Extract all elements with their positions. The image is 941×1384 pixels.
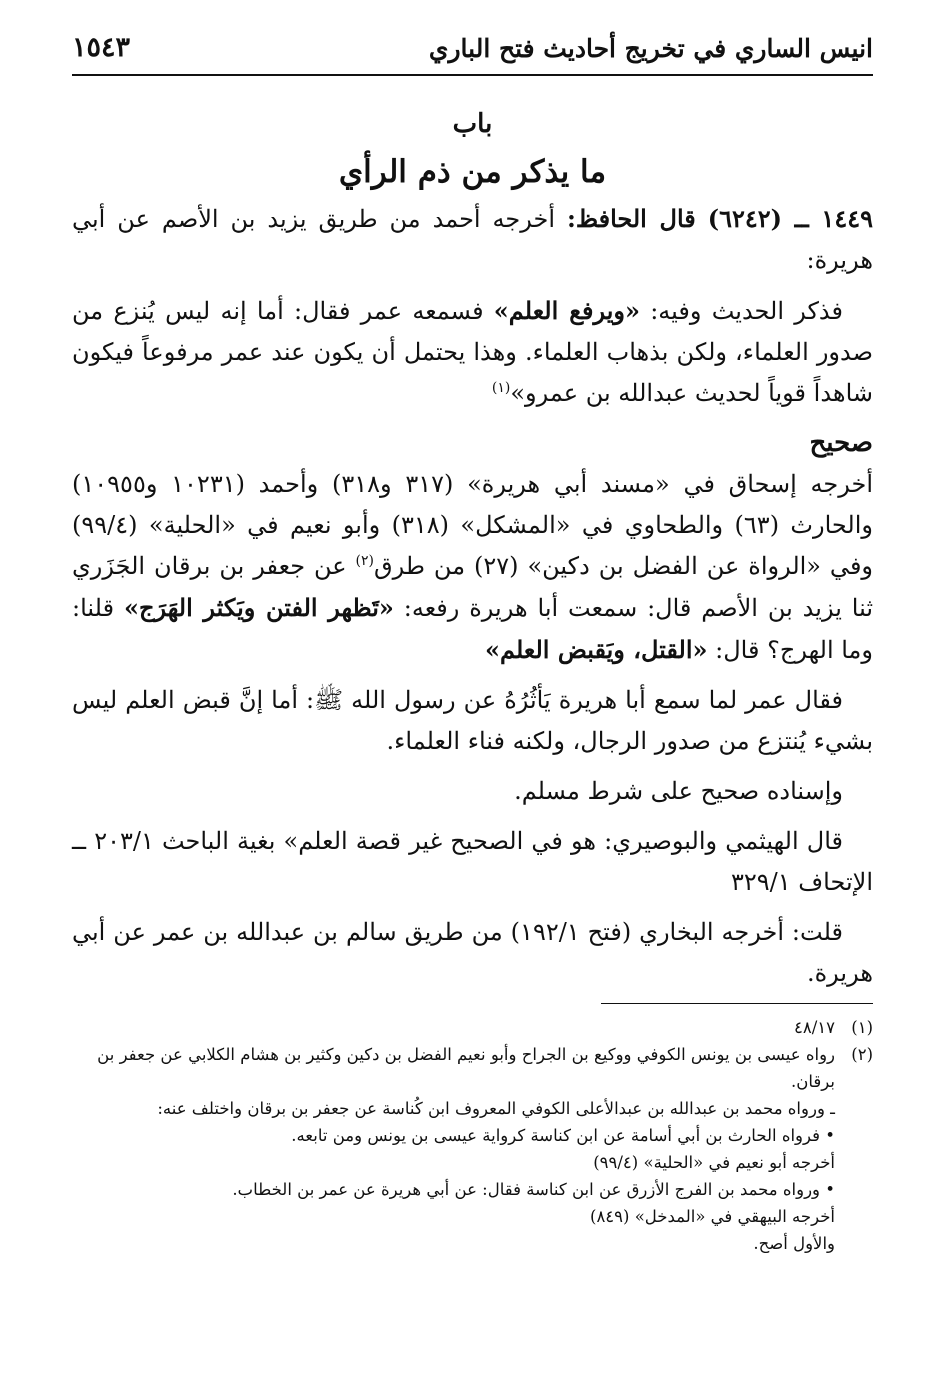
- hadith-text-qatl: «القتل، ويَقبض العلم»: [485, 635, 708, 664]
- footnotes: [72, 1014, 873, 1257]
- footnote-2-line: ـ ورواه محمد بن عبدالله بن عبدالأعلى الكوفي المعروف ابن كُناسة عن جعفر بن برقان واختلف عنه:: [157, 1099, 835, 1118]
- grade-heading: صحيح: [809, 428, 873, 458]
- chapter-title: ما يذكر من ذم الرأي: [338, 154, 607, 190]
- footnote-ref-1: (١): [491, 380, 511, 396]
- umar-paragraph: فقال عمر لما سمع أبا هريرة يَأثُرُهُ عن رسول الله ﷺ: أما إنَّ قبض العلم ليس بشيء يُنتزع من صدور الرجال، ولكنه فناء العلماء.: [72, 686, 873, 755]
- chapter-heading: [72, 100, 873, 196]
- footnote-2-line: والأول أصح.: [753, 1234, 835, 1253]
- hafiz-text: أخرجه أحمد من طريق يزيد بن الأصم عن أبي هريرة:: [72, 205, 873, 274]
- page-header: [72, 30, 873, 76]
- footnote-2-text: رواه عيسى بن يونس الكوفي ووكيع بن الجراح وأبو نعيم الفضل بن دكين وكثير بن هشام الكلابي عن جعفر بن برقان.: [97, 1045, 835, 1091]
- takhrij-paragraph: [72, 464, 873, 671]
- isnad-paragraph: وإسناده صحيح على شرط مسلم.: [514, 777, 843, 805]
- entry-number: ١٤٤٩ ــ (٦٢٤٢): [707, 204, 873, 233]
- footnote-2-number: (٢): [851, 1045, 873, 1064]
- footnote-1: [72, 1014, 873, 1041]
- footnote-2-line: أخرجه أبو نعيم في «الحلية» (٩٩/٤): [593, 1153, 835, 1172]
- takhrij-question: قلنا: وما الهرج؟ قال:: [72, 594, 873, 664]
- footnote-ref-2: (٢): [355, 553, 374, 569]
- footnote-divider: [601, 1003, 873, 1004]
- running-title: انيس الساري في تخريج أحاديث فتح الباري: [428, 34, 873, 63]
- hafiz-quote: [72, 290, 873, 414]
- footnote-1-text: ٤٨/١٧: [793, 1018, 835, 1037]
- footnote-2-line: أخرجه البيهقي في «المدخل» (٨٤٩): [590, 1207, 835, 1226]
- main-text: [72, 198, 873, 1003]
- hadith-entry: [72, 198, 873, 281]
- footnote-2-line: • ورواه محمد بن الفرج الأزرق عن ابن كناسة فقال: عن أبي هريرة عن عمر بن الخطاب.: [232, 1180, 835, 1199]
- quote-continuation: فسمعه عمر فقال: أما إنه ليس يُنزع من صدور العلماء، ولكن بذهاب العلماء. وهذا يحتمل أن يكون عند عمر مرفوعاً فيكون شاهداً قوياً لحديث عبدالله بن عمرو»: [72, 297, 873, 407]
- hafiz-label: قال الحافظ:: [566, 204, 696, 233]
- footnote-1-number: (١): [851, 1018, 873, 1037]
- page-number: ١٥٤٣: [72, 32, 131, 63]
- qultu-paragraph: قلت: أخرجه البخاري (فتح ١٩٢/١) من طريق سالم بن عبدالله بن عمر عن أبي هريرة.: [72, 918, 873, 987]
- footnote-2: [72, 1041, 873, 1095]
- hadith-text-fitan: «تَظهر الفتن ويَكثر الهَرَج»: [123, 593, 394, 622]
- footnote-2-details: [72, 1095, 873, 1257]
- quote-hadith-text: «ويرفع العلم»: [493, 296, 640, 325]
- footnote-2-line: • فرواه الحارث بن أبي أسامة عن ابن كناسة كرواية عيسى بن يونس ومن تابعه.: [291, 1126, 835, 1145]
- haythami-paragraph: قال الهيثمي والبوصيري: هو في الصحيح غير قصة العلم» بغية الباحث ٢٠٣/١ ــ الإتحاف ٣٢٩/١: [72, 827, 873, 896]
- takhrij-chain: عن جعفر بن برقان الجَزَري ثنا يزيد بن الأصم قال: سمعت أبا هريرة رفعه:: [72, 552, 874, 622]
- takhrij-sources: أخرجه إسحاق في «مسند أبي هريرة» (٣١٧ و٣١٨) وأحمد (١٠٢٣١ و١٠٩٥٥) والحارث (٦٣) والطحاوي في «المشكل» (٣١٨) وأبو نعيم في «الحلية» (٩٩/٤) وفي «الرواة عن الفضل بن دكين» (٢٧) من طرق: [72, 470, 874, 580]
- quote-intro: فذكر الحديث وفيه:: [639, 297, 843, 325]
- chapter-label: باب: [452, 109, 493, 139]
